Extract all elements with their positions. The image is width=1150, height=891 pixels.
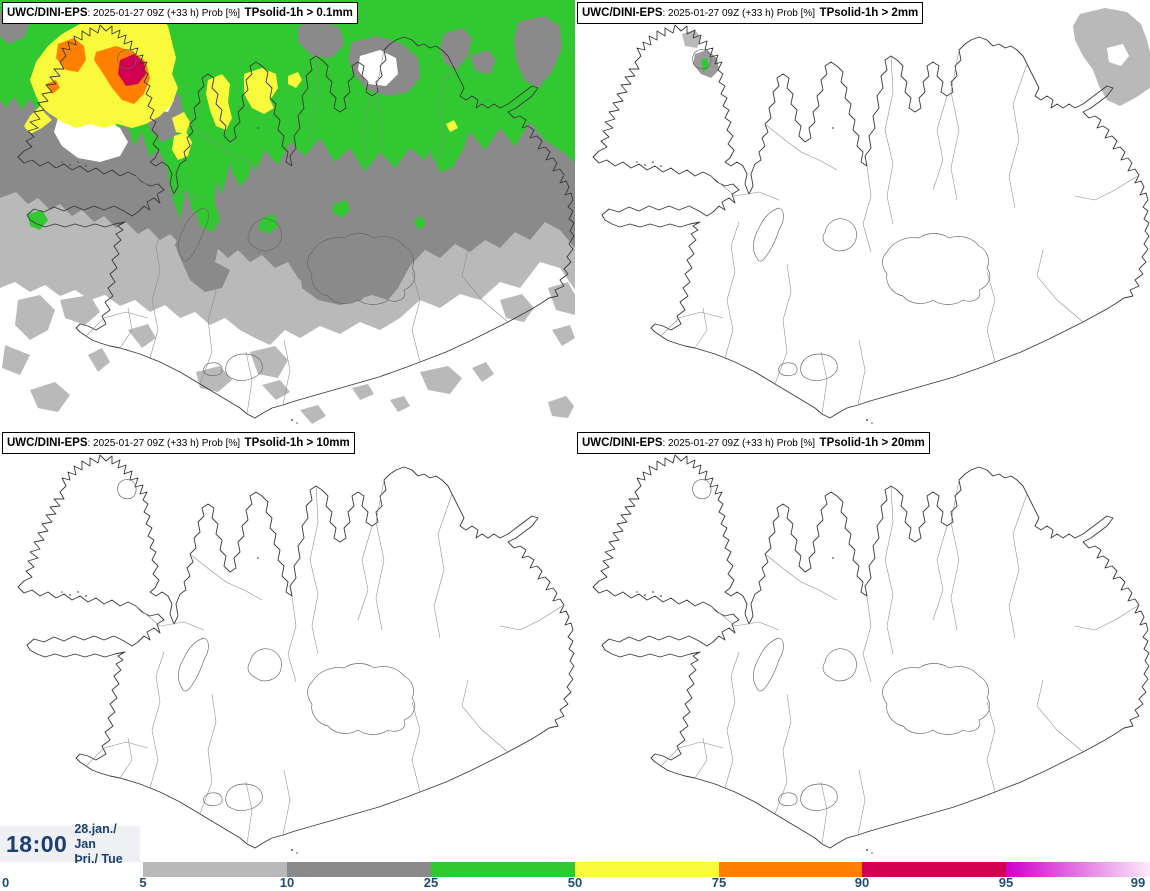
model-name: UWC/DINI-EPS — [7, 7, 88, 19]
threshold-label: TPsolid-1h > 20mm — [819, 437, 925, 449]
date-label: 28.jan./ Jan — [74, 821, 117, 851]
time-label: 18:00 — [6, 830, 68, 857]
panel-title — [577, 2, 923, 24]
map-panel-10mm — [0, 430, 575, 860]
model-name: UWC/DINI-EPS — [7, 437, 88, 449]
model-name: UWC/DINI-EPS — [582, 437, 663, 449]
threshold-label: TPsolid-1h > 10mm — [244, 437, 350, 449]
legend-tick-50: 50 — [567, 875, 583, 890]
map-panel-2mm — [575, 0, 1150, 430]
run-info: : 2025-01-27 09Z (+33 h) Prob [%] — [87, 8, 241, 19]
run-info: : 2025-01-27 09Z (+33 h) Prob [%] — [87, 438, 241, 449]
legend-tick-95: 95 — [998, 875, 1014, 890]
legend-tick-25: 25 — [423, 875, 439, 890]
timestamp-box — [0, 821, 140, 866]
run-info: : 2025-01-27 09Z (+33 h) Prob [%] — [662, 8, 816, 19]
legend-tick-90: 90 — [854, 875, 870, 890]
threshold-label: TPsolid-1h > 0.1mm — [244, 7, 353, 19]
run-info: : 2025-01-27 09Z (+33 h) Prob [%] — [662, 438, 816, 449]
day-label: Þri./ Tue — [74, 851, 123, 866]
iceland-map — [575, 0, 1150, 430]
legend-tick-0: 0 — [2, 875, 10, 890]
legend-tick-75: 75 — [711, 875, 727, 890]
probability-overlay — [0, 0, 575, 424]
map-panel-20mm — [575, 430, 1150, 860]
legend-tick-99: 99 — [1130, 875, 1146, 890]
panel-title — [2, 2, 358, 24]
iceland-map — [0, 430, 575, 860]
panel-title — [2, 432, 355, 454]
map-panel-0p1mm — [0, 0, 575, 430]
legend-tick-10: 10 — [279, 875, 295, 890]
iceland-map — [575, 430, 1150, 860]
iceland-map — [0, 0, 575, 430]
model-name: UWC/DINI-EPS — [582, 7, 663, 19]
legend-tick-labels — [0, 875, 1150, 891]
threshold-label: TPsolid-1h > 2mm — [819, 7, 919, 19]
legend-tick-5: 5 — [139, 875, 147, 890]
panel-title — [577, 432, 930, 454]
